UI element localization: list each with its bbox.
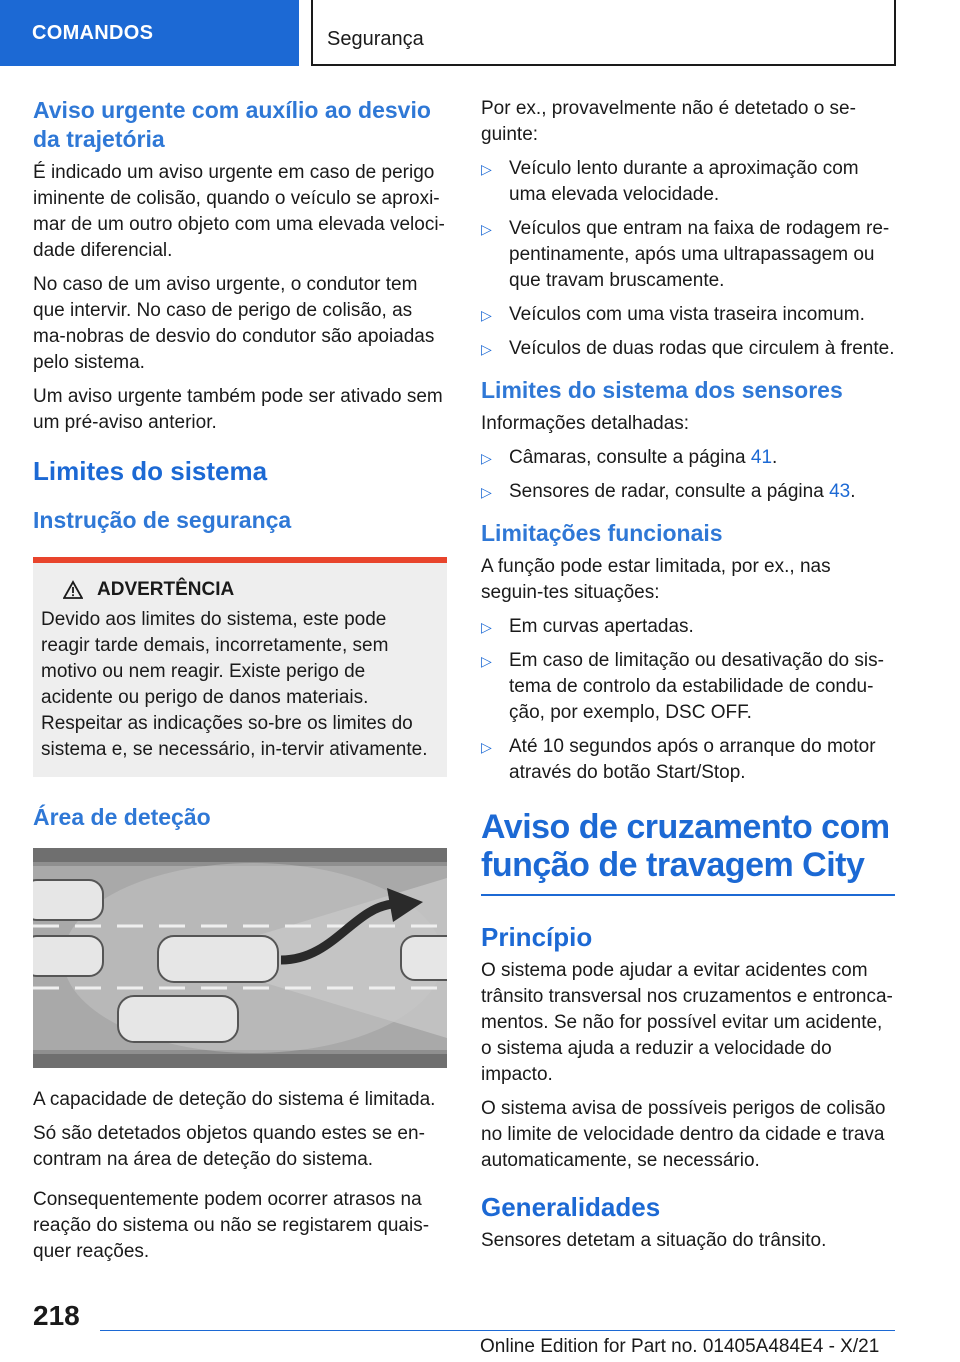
list-item: ▷ Veículos que entram na faixa de rodagem re-pentinamente, após uma ultrapassagem ou que travam bruscamente.: [481, 218, 890, 291]
page-number: 218: [33, 1300, 80, 1331]
paragraph: Só são detetados objetos quando estes se en-contram na área de deteção do sistema.: [33, 1123, 425, 1170]
edition-footer: Online Edition for Part no. 01405A484E4 - X/21: [480, 1336, 880, 1357]
left-column: [33, 96, 447, 1273]
warning-triangle-icon: [63, 580, 83, 600]
triangle-bullet-icon: ▷: [481, 221, 492, 237]
heading-general: Generalidades: [481, 1192, 661, 1222]
list-item: ▷ Em caso de limitação ou desativação do sis-tema de controlo da estabilidade de condu-ção, por exemplo, DSC OFF.: [481, 650, 884, 723]
paragraph: No caso de um aviso urgente, o condutor tem que intervir. No caso de perigo de colisão, as ma-nobras de desvio do condutor são apoiadas pelo sistema.: [33, 274, 435, 373]
page-header-title: Segurança: [311, 0, 896, 66]
paragraph: O sistema avisa de possíveis perigos de colisão no limite de velocidade dentro da cidade e trava automaticamente, se necessário.: [481, 1098, 886, 1171]
section-tab: [0, 0, 299, 66]
paragraph: É indicado um aviso urgente em caso de perigo iminente de colisão, quando o veículo se aproxi-mar de um outro objeto com uma elevada veloci-dade diferencial.: [33, 162, 445, 261]
detection-area-illustration: [33, 848, 447, 1068]
paragraph: Sensores detetam a situação do trânsito.: [481, 1230, 827, 1251]
triangle-bullet-icon: ▷: [481, 484, 492, 500]
triangle-bullet-icon: ▷: [481, 307, 492, 323]
heading-principle: Princípio: [481, 922, 593, 952]
heading-safety-instruction: Instrução de segurança: [33, 507, 292, 533]
list-item: ▷ Sensores de radar, consulte a página 43.: [481, 479, 895, 505]
right-column: [481, 96, 895, 1262]
paragraph: Por ex., provavelmente não é detetado o se-guinte:: [481, 98, 856, 145]
heading-functional-limits: Limitações funcionais: [481, 520, 723, 546]
warning-header: [41, 579, 439, 601]
list-item: ▷ Em curvas apertadas.: [481, 614, 895, 640]
paragraph: A função pode estar limitada, por ex., nas seguin-tes situações:: [481, 556, 831, 603]
warning-box: [33, 557, 447, 777]
paragraph: Um aviso urgente também pode ser ativado sem um pré-aviso anterior.: [33, 386, 443, 433]
triangle-bullet-icon: ▷: [481, 653, 492, 669]
heading-sensor-limits: Limites do sistema dos sensores: [481, 377, 843, 403]
heading-detection-area: Área de deteção: [33, 804, 211, 830]
triangle-bullet-icon: ▷: [481, 450, 492, 466]
page-link[interactable]: 43: [829, 481, 851, 502]
paragraph: Consequentemente podem ocorrer atrasos na reação do sistema ou não se registarem quais-quer reações.: [33, 1189, 430, 1262]
warning-text: Devido aos limites do sistema, este pode reagir tarde demais, incorretamente, sem motivo ou nem reagir. Existe perigo de acidente ou perigo de danos materiais. Respeitar as indicações so-bre os limites do sistema e, se necessário, in-tervir ativamente.: [41, 609, 428, 760]
list-item: ▷ Veículos de duas rodas que circulem à frente.: [481, 336, 895, 362]
bullet-list: [481, 156, 895, 362]
list-item: ▷ Veículos com uma vista traseira incomum.: [481, 302, 895, 328]
footer-divider: [100, 1330, 895, 1331]
list-item: ▷ Até 10 segundos após o arranque do motor através do botão Start/Stop.: [481, 736, 876, 783]
paragraph: A capacidade de deteção do sistema é limitada.: [33, 1089, 436, 1110]
heading-system-limits: Limites do sistema: [33, 456, 268, 486]
triangle-bullet-icon: ▷: [481, 161, 492, 177]
list-item: ▷ Câmaras, consulte a página 41.: [481, 445, 895, 471]
bullet-list: [481, 445, 895, 505]
paragraph: Informações detalhadas:: [481, 413, 690, 434]
heading-urgent-warning: Aviso urgente com auxílio ao desvio da trajetória: [33, 97, 431, 152]
bullet-list: [481, 614, 895, 786]
triangle-bullet-icon: ▷: [481, 619, 492, 635]
triangle-bullet-icon: ▷: [481, 739, 492, 755]
paragraph: O sistema pode ajudar a evitar acidentes com trânsito transversal nos cruzamentos e entronca-mentos. Se não for possível evitar um acidente, o sistema ajuda a reduzir a velocidade do impacto.: [481, 960, 893, 1085]
page-link[interactable]: 41: [750, 447, 773, 468]
triangle-bullet-icon: ▷: [481, 341, 492, 357]
section-label: COMANDOS: [32, 21, 154, 44]
list-item: ▷ Veículo lento durante a aproximação com uma elevada velocidade.: [481, 158, 859, 205]
heading-cross-traffic: Aviso de cruzamento com função de travagem City: [481, 808, 890, 884]
warning-title: ADVERTÊNCIA: [97, 579, 235, 600]
heading-divider: [481, 894, 895, 896]
